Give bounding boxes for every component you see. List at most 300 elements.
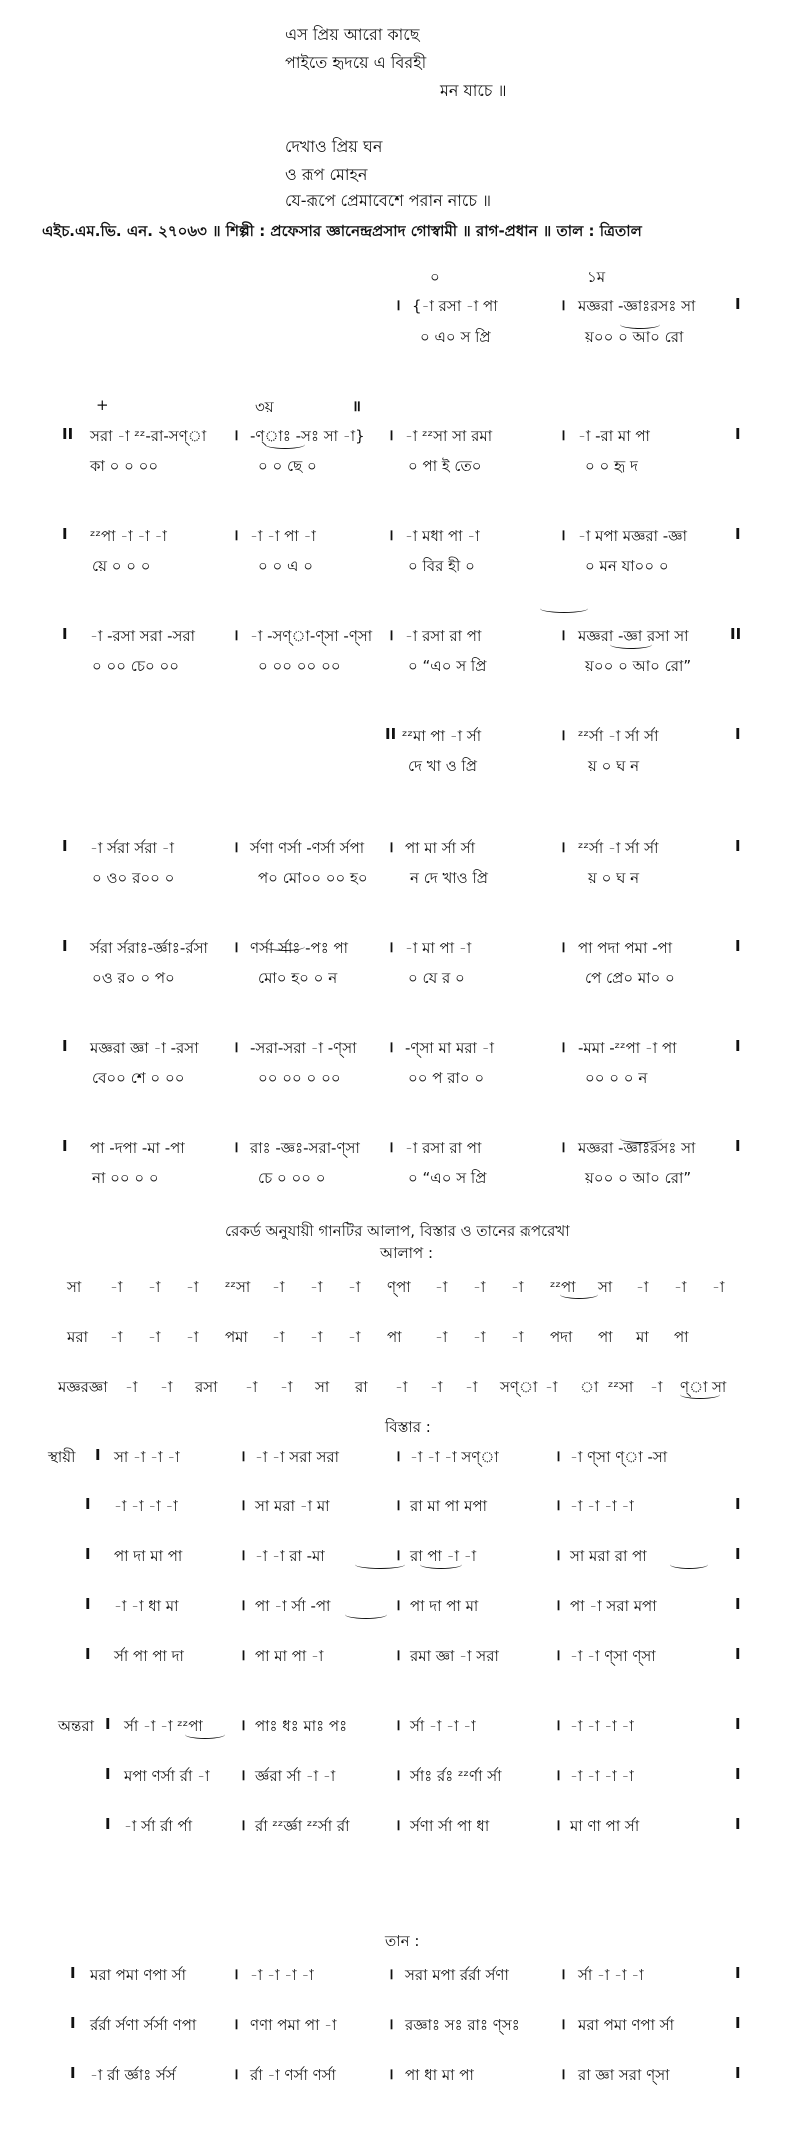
notation-cell: -া bbox=[125, 1378, 138, 1396]
notation-row bbox=[0, 555, 800, 575]
bar-line: । bbox=[560, 2065, 566, 2083]
notation-row bbox=[0, 525, 800, 545]
notation-cell: -া bbox=[186, 1328, 199, 1346]
notation-cell: ০ ও০ র০০ ০ bbox=[92, 869, 175, 887]
notation-cell: বে০০ শে ০ ০০ bbox=[92, 1069, 185, 1087]
notation-cell: র্সা -া -া -া bbox=[578, 1966, 644, 1984]
notation-row bbox=[0, 2014, 800, 2034]
bar-line: । bbox=[240, 1716, 246, 1734]
notation-cell: -া -া -া -া bbox=[570, 1767, 634, 1785]
notation-cell: মজ্ঞরা জ্ঞা -া -রসা bbox=[90, 1039, 199, 1057]
notation-cell: র্রর্রা র্সণা র্সর্সা ণপা bbox=[90, 2016, 197, 2034]
notation-cell: কা ০ ০ ০০ bbox=[90, 457, 159, 475]
bar-line: I bbox=[105, 1815, 111, 1833]
notation-cell: রমা জ্ঞা -া সরা bbox=[410, 1647, 499, 1665]
notation-cell: য়০০ ০ আ০ রো” bbox=[585, 1169, 692, 1187]
notation-cell: পা মা পা -া bbox=[255, 1647, 324, 1665]
bar-line: I bbox=[85, 1545, 91, 1563]
notation-cell: র্রা -া ণর্সা ণর্সা bbox=[250, 2066, 336, 2084]
notation-cell: ০০ ০ ০ ন bbox=[585, 1069, 648, 1087]
notation-cell: -া bbox=[636, 1278, 649, 1296]
bar-line: I bbox=[735, 725, 741, 743]
bar-line: I bbox=[70, 1964, 76, 1982]
notation-cell: -া bbox=[435, 1328, 448, 1346]
notation-row bbox=[0, 867, 800, 887]
bar-line: I bbox=[735, 937, 741, 955]
bar-line: । bbox=[233, 426, 239, 444]
notation-cell: -া -সণ্া-ণ্সা -ণ্সা bbox=[250, 627, 373, 645]
notation-cell: ০ ০০ চে০ ০০ bbox=[92, 657, 180, 675]
notation-cell: ণর্সা র্সাঃ -পঃ পা bbox=[250, 939, 349, 957]
notation-cell: -া bbox=[650, 1378, 663, 1396]
slur-mark bbox=[265, 440, 305, 449]
bar-line: I bbox=[735, 1964, 741, 1982]
notation-cell: য় ০ ঘ ন bbox=[588, 757, 640, 775]
notation-row bbox=[0, 1815, 800, 1835]
slur-mark bbox=[355, 1560, 405, 1569]
bar-line: । bbox=[560, 838, 566, 856]
bar-line: । bbox=[240, 1646, 246, 1664]
notation-row bbox=[0, 1715, 800, 1735]
bar-line: I bbox=[62, 625, 68, 643]
bar-line: । bbox=[560, 1038, 566, 1056]
notation-cell: সা bbox=[67, 1278, 82, 1296]
notation-row bbox=[0, 266, 800, 286]
bar-line: । bbox=[388, 938, 394, 956]
notation-row bbox=[0, 1326, 800, 1346]
notation-cell: রাঃ -জ্ঞঃ-সরা-ণ্সা bbox=[250, 1139, 360, 1157]
bar-line: । bbox=[388, 526, 394, 544]
notation-cell: -া মা পা -া bbox=[405, 939, 472, 957]
notation-cell: ০০ ০০ ০ ০০ bbox=[258, 1069, 341, 1087]
notation-cell: ০ পা ই তে০ bbox=[408, 457, 482, 475]
bar-line: I bbox=[735, 1765, 741, 1783]
bar-line: । bbox=[233, 1965, 239, 1983]
bar-line: । bbox=[388, 2015, 394, 2033]
notation-cell: য়ে ০ ০ ০ bbox=[92, 557, 151, 575]
lyric-line-3: মন যাচে ॥ bbox=[440, 81, 507, 100]
notation-cell: পে প্রে০ মা০ ০ bbox=[585, 969, 675, 987]
notation-cell: পা পদা পমা -পা bbox=[578, 939, 673, 957]
section-title: রেকর্ড অনুযায়ী গানটির আলাপ, বিস্তার ও তানের রূপরেখা bbox=[225, 1222, 570, 1240]
bar-line: । bbox=[233, 1038, 239, 1056]
notation-cell: র্সা -া -া -া bbox=[410, 1717, 476, 1735]
bar-line: । bbox=[560, 426, 566, 444]
notation-cell: ০ যে র ০ bbox=[408, 969, 465, 987]
bar-line: । bbox=[555, 1596, 561, 1614]
lyric-line-4: দেখাও প্রিয় ঘন bbox=[285, 137, 383, 156]
bar-line: I bbox=[735, 1495, 741, 1513]
notation-cell: ᶻᶻপা -া -া -া bbox=[90, 527, 167, 545]
bar-line: I bbox=[105, 1765, 111, 1783]
bar-line: । bbox=[555, 1546, 561, 1564]
bar-line: I bbox=[735, 2014, 741, 2032]
notation-row bbox=[0, 1645, 800, 1665]
notation-cell: -া ণ্সা ণ্া -সা bbox=[570, 1448, 668, 1466]
notation-cell: -া র্সরা র্সরা -া bbox=[90, 839, 175, 857]
notation-cell: সণ্া bbox=[500, 1378, 538, 1396]
bar-line: । bbox=[555, 1766, 561, 1784]
notation-cell: ০ও র০ ০ প০ bbox=[92, 969, 175, 987]
bar-line: । bbox=[555, 1816, 561, 1834]
bar-line: । bbox=[395, 1596, 401, 1614]
bar-line: । bbox=[388, 2065, 394, 2083]
notation-cell: সরা মপা র্রর্রা র্সণা bbox=[405, 1966, 509, 1984]
notation-cell: মরা পমা ণপা র্সা bbox=[578, 2016, 674, 2034]
notation-cell: র্সাঃ র্রঃ ᶻᶻর্ণা র্সা bbox=[410, 1767, 502, 1785]
notation-cell: মজ্ঞরা -জ্ঞা রসা সা bbox=[578, 627, 689, 645]
bar-line: I bbox=[735, 295, 741, 313]
bar-line: I bbox=[95, 1446, 101, 1464]
notation-cell: -া bbox=[310, 1278, 323, 1296]
notation-cell: -া -া -া সণ্া bbox=[410, 1448, 499, 1466]
notation-cell: রজ্ঞাঃ সঃ রাঃ ণ্সঃ bbox=[405, 2016, 520, 2034]
notation-cell: ৩য় bbox=[255, 398, 274, 416]
bar-line: I bbox=[62, 937, 68, 955]
notation-cell: অন্তরা bbox=[58, 1717, 94, 1735]
bar-line: I bbox=[85, 1645, 91, 1663]
notation-cell: পাঃ ধঃ মাঃ পঃ bbox=[255, 1717, 348, 1735]
notation-row bbox=[0, 1167, 800, 1187]
bistar-title: বিস্তার : bbox=[385, 1418, 431, 1436]
notation-cell: মপা ণর্সা র্রা -া bbox=[124, 1767, 210, 1785]
bar-line: । bbox=[555, 1646, 561, 1664]
bar-line: । bbox=[560, 1965, 566, 1983]
notation-cell: রসা bbox=[195, 1378, 218, 1396]
notation-cell: -া -া পা -া bbox=[250, 527, 316, 545]
bar-line: II bbox=[730, 625, 742, 643]
bar-line: । bbox=[395, 1496, 401, 1514]
bar-line: । bbox=[555, 1447, 561, 1465]
bar-line: । bbox=[395, 1447, 401, 1465]
notation-cell: সা bbox=[598, 1278, 613, 1296]
bar-line: II bbox=[62, 425, 74, 443]
notation-cell: -ণ্াঃ -সঃ সা -া} bbox=[250, 427, 365, 445]
notation-cell: মা bbox=[636, 1328, 649, 1346]
slur-mark bbox=[680, 1390, 720, 1399]
alap-title: আলাপ : bbox=[380, 1244, 434, 1262]
bar-line: I bbox=[735, 1037, 741, 1055]
notation-cell: পা bbox=[387, 1328, 402, 1346]
bar-line: । bbox=[233, 2015, 239, 2033]
bar-line: I bbox=[735, 1595, 741, 1613]
notation-cell: ᶻᶻসা bbox=[608, 1378, 634, 1396]
notation-cell: মো০ হ০ ০ ন bbox=[258, 969, 338, 987]
notation-cell: দে খা ও প্রি bbox=[408, 757, 477, 775]
bar-line: । bbox=[555, 1496, 561, 1514]
notation-cell: -া bbox=[348, 1328, 361, 1346]
record-info: এইচ.এম.ভি. এন. ২৭০৬৩ ॥ শিল্পী : প্রফেসার জ্ঞানেন্দ্রপ্রসাদ গোস্বামী ॥ রাগ-প্রধান ॥ তাল : ত্রিতাল bbox=[42, 222, 642, 240]
bar-line: । bbox=[560, 2015, 566, 2033]
notation-cell: ১ম bbox=[587, 268, 606, 286]
notation-cell: প০ মো০০ ০০ হ০ bbox=[258, 869, 368, 887]
bar-line: । bbox=[395, 296, 401, 314]
notation-cell: ০ মন যা০০ ০ bbox=[585, 557, 669, 575]
bar-line: । bbox=[560, 526, 566, 544]
notation-cell: -া -া ধা মা bbox=[114, 1597, 179, 1615]
bar-line: I bbox=[70, 2014, 76, 2032]
slur-mark bbox=[265, 942, 305, 951]
bar-line: I bbox=[105, 1715, 111, 1733]
notation-cell: ᶻᶻর্সা -া র্সা র্সা bbox=[578, 727, 659, 745]
bar-line: । bbox=[233, 2065, 239, 2083]
notation-cell: ᶻᶻপা bbox=[550, 1278, 576, 1296]
bar-line: I bbox=[735, 1137, 741, 1155]
notation-cell: -া bbox=[348, 1278, 361, 1296]
bar-line: । bbox=[233, 626, 239, 644]
taan-title: তান : bbox=[385, 1932, 420, 1950]
notation-cell: -া -া -া -া bbox=[570, 1497, 634, 1515]
lyric-line-1: এস প্রিয় আরো কাছে bbox=[285, 25, 420, 44]
notation-cell: -া bbox=[310, 1328, 323, 1346]
bar-line: । bbox=[240, 1766, 246, 1784]
notation-cell: র্সরা র্সরাঃ-র্জ্ঞাঃ-র্রসা bbox=[90, 939, 208, 957]
notation-cell: -া bbox=[272, 1328, 285, 1346]
notation-cell: -া bbox=[110, 1278, 123, 1296]
notation-cell: -া bbox=[110, 1328, 123, 1346]
notation-cell: য়০০ ০ আ০ রো bbox=[585, 328, 684, 346]
notation-cell: রা পা -া -া bbox=[410, 1547, 477, 1565]
notation-cell: য়০০ ০ আ০ রো” bbox=[585, 657, 692, 675]
bar-line: ॥ bbox=[352, 397, 361, 415]
notation-cell: ᶻᶻর্সা -া র্সা র্সা bbox=[578, 839, 659, 857]
bar-line: । bbox=[240, 1816, 246, 1834]
slur-mark bbox=[420, 1560, 462, 1569]
notation-cell: পমা bbox=[225, 1328, 248, 1346]
bar-line: । bbox=[395, 1546, 401, 1564]
bar-line: I bbox=[735, 1815, 741, 1833]
notation-cell: -া bbox=[545, 1378, 558, 1396]
bar-line: । bbox=[560, 726, 566, 744]
notation-row bbox=[0, 725, 800, 745]
notation-cell: র্সা পা পা দা bbox=[114, 1647, 184, 1665]
notation-cell: -া র্রা র্জ্ঞাঃ র্সর্স bbox=[90, 2066, 176, 2084]
notation-row bbox=[0, 1137, 800, 1157]
notation-cell: -া bbox=[511, 1328, 524, 1346]
bar-line: । bbox=[395, 1816, 401, 1834]
slur-mark bbox=[185, 1730, 225, 1739]
notation-cell: -া -রসা সরা -সরা bbox=[90, 627, 196, 645]
notation-cell: সা bbox=[712, 1378, 727, 1396]
notation-cell: ০ বির হী ০ bbox=[408, 557, 475, 575]
lyric-line-6: যে-রূপে প্রেমাবেশে পরান নাচে ॥ bbox=[285, 191, 492, 210]
bar-line: I bbox=[735, 425, 741, 443]
bar-line: । bbox=[560, 296, 566, 314]
notation-row bbox=[0, 1595, 800, 1615]
bar-line: I bbox=[735, 1645, 741, 1663]
bar-line: । bbox=[560, 1138, 566, 1156]
notation-cell: র্রা ᶻᶻর্জ্ঞা ᶻᶻর্সা র্রা bbox=[255, 1817, 350, 1835]
notation-cell: ০ bbox=[430, 268, 440, 286]
notation-cell: র্সণা র্সা পা ধা bbox=[410, 1817, 490, 1835]
slur-mark bbox=[620, 320, 660, 329]
notation-row bbox=[0, 1495, 800, 1515]
bar-line: I bbox=[735, 1715, 741, 1733]
bar-line: I bbox=[62, 1037, 68, 1055]
notation-cell: ০ ০ ছে ০ bbox=[258, 457, 317, 475]
notation-cell: -া bbox=[465, 1378, 478, 1396]
notation-cell: পা মা র্সা র্সা bbox=[405, 839, 476, 857]
bar-line: । bbox=[240, 1447, 246, 1465]
notation-cell: -া -া ণ্সা ণ্সা bbox=[570, 1647, 656, 1665]
bar-line: I bbox=[85, 1595, 91, 1613]
notation-cell: -া bbox=[186, 1278, 199, 1296]
bar-line: । bbox=[240, 1496, 246, 1514]
notation-cell: সা মরা রা পা bbox=[570, 1547, 647, 1565]
slur-mark bbox=[620, 1134, 662, 1143]
notation-cell: -া bbox=[245, 1378, 258, 1396]
notation-cell: র্সণা ণর্সা -ণর্সা র্সপা bbox=[250, 839, 365, 857]
notation-cell: -া রসা রা পা bbox=[405, 627, 482, 645]
notation-cell: -া bbox=[148, 1278, 161, 1296]
notation-row bbox=[0, 326, 800, 346]
notation-cell: া bbox=[580, 1378, 599, 1396]
notation-cell: + bbox=[96, 396, 109, 414]
notation-cell: ণ্পা bbox=[387, 1278, 411, 1296]
bar-line: । bbox=[388, 838, 394, 856]
notation-cell: মজ্ঞরজ্ঞা bbox=[58, 1378, 108, 1396]
notation-cell: ০০ প রা০ ০ bbox=[408, 1069, 485, 1087]
bar-line: । bbox=[240, 1546, 246, 1564]
notation-row bbox=[0, 455, 800, 475]
slur-mark bbox=[540, 604, 588, 613]
notation-cell: -া -া রা -মা bbox=[255, 1547, 325, 1565]
notation-cell: মজ্ঞরা -জ্ঞাঃরসঃ সা bbox=[578, 297, 696, 315]
notation-cell: -া মপা মজ্ঞরা -জ্ঞা bbox=[578, 527, 687, 545]
notation-row bbox=[0, 2064, 800, 2084]
slur-mark bbox=[345, 1610, 387, 1619]
bar-line: I bbox=[85, 1495, 91, 1513]
bar-line: । bbox=[240, 1596, 246, 1614]
notation-row bbox=[0, 655, 800, 675]
lyric-line-5: ও রূপ মোহন bbox=[285, 165, 368, 184]
notation-row bbox=[0, 1964, 800, 1984]
notation-cell: -া bbox=[511, 1278, 524, 1296]
notation-cell: র্জ্ঞরা র্সা -া -া bbox=[255, 1767, 336, 1785]
bar-line: । bbox=[388, 1138, 394, 1156]
notation-cell: চে ০ ০০ ০ bbox=[258, 1169, 326, 1187]
bar-line: । bbox=[233, 838, 239, 856]
bar-line: । bbox=[395, 1766, 401, 1784]
notation-cell: -সরা-সরা -া -ণ্সা bbox=[250, 1039, 357, 1057]
notation-cell: -া -রা মা পা bbox=[578, 427, 650, 445]
notation-cell: পা দা পা মা bbox=[410, 1597, 479, 1615]
bar-line: । bbox=[233, 938, 239, 956]
notation-row bbox=[0, 295, 800, 315]
slur-mark bbox=[670, 1560, 708, 1569]
notation-cell: সরা -া ᶻᶻ-রা-সণ্া bbox=[90, 427, 207, 445]
notation-cell: মা ণা পা র্সা bbox=[570, 1817, 640, 1835]
notation-row bbox=[0, 625, 800, 645]
notation-row bbox=[0, 1446, 800, 1466]
notation-cell: ০ ০ হৃ দ bbox=[585, 457, 638, 475]
notation-cell: -মমা -ᶻᶻপা -া পা bbox=[578, 1039, 677, 1057]
notation-cell: -া -া -া -া bbox=[250, 1966, 314, 1984]
bar-line: । bbox=[395, 1716, 401, 1734]
notation-cell: য় ০ ঘ ন bbox=[588, 869, 640, 887]
notation-cell: মরা পমা ণপা র্সা bbox=[90, 1966, 186, 1984]
notation-cell: -া bbox=[148, 1328, 161, 1346]
notation-cell: -া bbox=[395, 1378, 408, 1396]
notation-row bbox=[0, 937, 800, 957]
notation-cell: র্সা -া -া ᶻᶻপা bbox=[124, 1717, 203, 1735]
notation-cell: -া bbox=[473, 1278, 486, 1296]
bar-line: I bbox=[70, 2064, 76, 2082]
notation-row bbox=[0, 755, 800, 775]
notation-row bbox=[0, 425, 800, 445]
notation-cell: পা দা মা পা bbox=[114, 1547, 183, 1565]
bar-line: I bbox=[735, 2064, 741, 2082]
notation-cell: সা -া -া -া bbox=[114, 1448, 180, 1466]
notation-cell: -া রসা রা পা bbox=[405, 1139, 482, 1157]
bar-line: । bbox=[388, 1038, 394, 1056]
notation-cell: -া bbox=[435, 1278, 448, 1296]
notation-cell: পা bbox=[598, 1328, 613, 1346]
bar-line: II bbox=[385, 725, 397, 743]
notation-cell: -া bbox=[712, 1278, 725, 1296]
slur-mark bbox=[610, 640, 652, 649]
notation-cell: -া bbox=[280, 1378, 293, 1396]
notation-cell: -া -া -া -া bbox=[114, 1497, 178, 1515]
notation-cell: -া bbox=[160, 1378, 173, 1396]
notation-cell: -া bbox=[272, 1278, 285, 1296]
bar-line: । bbox=[388, 1965, 394, 1983]
bar-line: I bbox=[735, 1545, 741, 1563]
slur-mark bbox=[560, 1290, 598, 1299]
notation-cell: না ০০ ০ ০ bbox=[92, 1169, 159, 1187]
notation-cell: ণ্া bbox=[680, 1378, 708, 1396]
notation-row bbox=[0, 1067, 800, 1087]
notation-cell: -া ᶻᶻসা সা রমা bbox=[405, 427, 493, 445]
notation-cell: ᶻᶻমা পা -া র্সা bbox=[402, 727, 482, 745]
notation-cell: পা -া সরা মপা bbox=[570, 1597, 657, 1615]
bar-line: I bbox=[735, 837, 741, 855]
notation-cell: স্থায়ী bbox=[48, 1448, 76, 1466]
notation-cell: পা -দপা -মা -পা bbox=[90, 1139, 185, 1157]
bar-line: । bbox=[395, 1646, 401, 1664]
notation-row bbox=[0, 837, 800, 857]
notation-cell: -া র্সা র্রা র্পা bbox=[124, 1817, 193, 1835]
notation-cell: ০ এ০ স প্রি bbox=[420, 328, 491, 346]
notation-cell: ণণা পমা পা -া bbox=[250, 2016, 337, 2034]
notation-cell: সা মরা -া মা bbox=[255, 1497, 330, 1515]
bar-line: I bbox=[62, 525, 68, 543]
notation-row bbox=[0, 1037, 800, 1057]
notation-cell: -ণ্সা মা মরা -া bbox=[405, 1039, 495, 1057]
notation-cell: ᶻᶻসা bbox=[225, 1278, 251, 1296]
notation-cell: পদা bbox=[550, 1328, 573, 1346]
notation-cell: -া মধা পা -া bbox=[405, 527, 480, 545]
notation-cell: ০ “এ০ স প্রি bbox=[408, 1169, 487, 1187]
bar-line: । bbox=[388, 426, 394, 444]
bar-line: I bbox=[735, 525, 741, 543]
bar-line: I bbox=[62, 837, 68, 855]
notation-cell: {-া রসা -া পা bbox=[412, 297, 498, 315]
lyric-line-2: পাইতে হৃদয়ে এ বিরহী bbox=[285, 53, 427, 72]
notation-cell: মজ্ঞরা -জ্ঞাঃরসঃ সা bbox=[578, 1139, 696, 1157]
notation-cell: ০ “এ০ স প্রি bbox=[408, 657, 487, 675]
notation-cell: রা জ্ঞা সরা ণ্সা bbox=[578, 2066, 670, 2084]
notation-cell: রা bbox=[355, 1378, 368, 1396]
notation-row bbox=[0, 967, 800, 987]
notation-cell: -া -া সরা সরা bbox=[255, 1448, 340, 1466]
notation-cell: পা bbox=[674, 1328, 689, 1346]
notation-cell: ০ ০ এ ০ bbox=[258, 557, 313, 575]
notation-cell: মরা bbox=[67, 1328, 88, 1346]
notation-cell: -া bbox=[674, 1278, 687, 1296]
bar-line: । bbox=[560, 938, 566, 956]
bar-line: । bbox=[560, 626, 566, 644]
